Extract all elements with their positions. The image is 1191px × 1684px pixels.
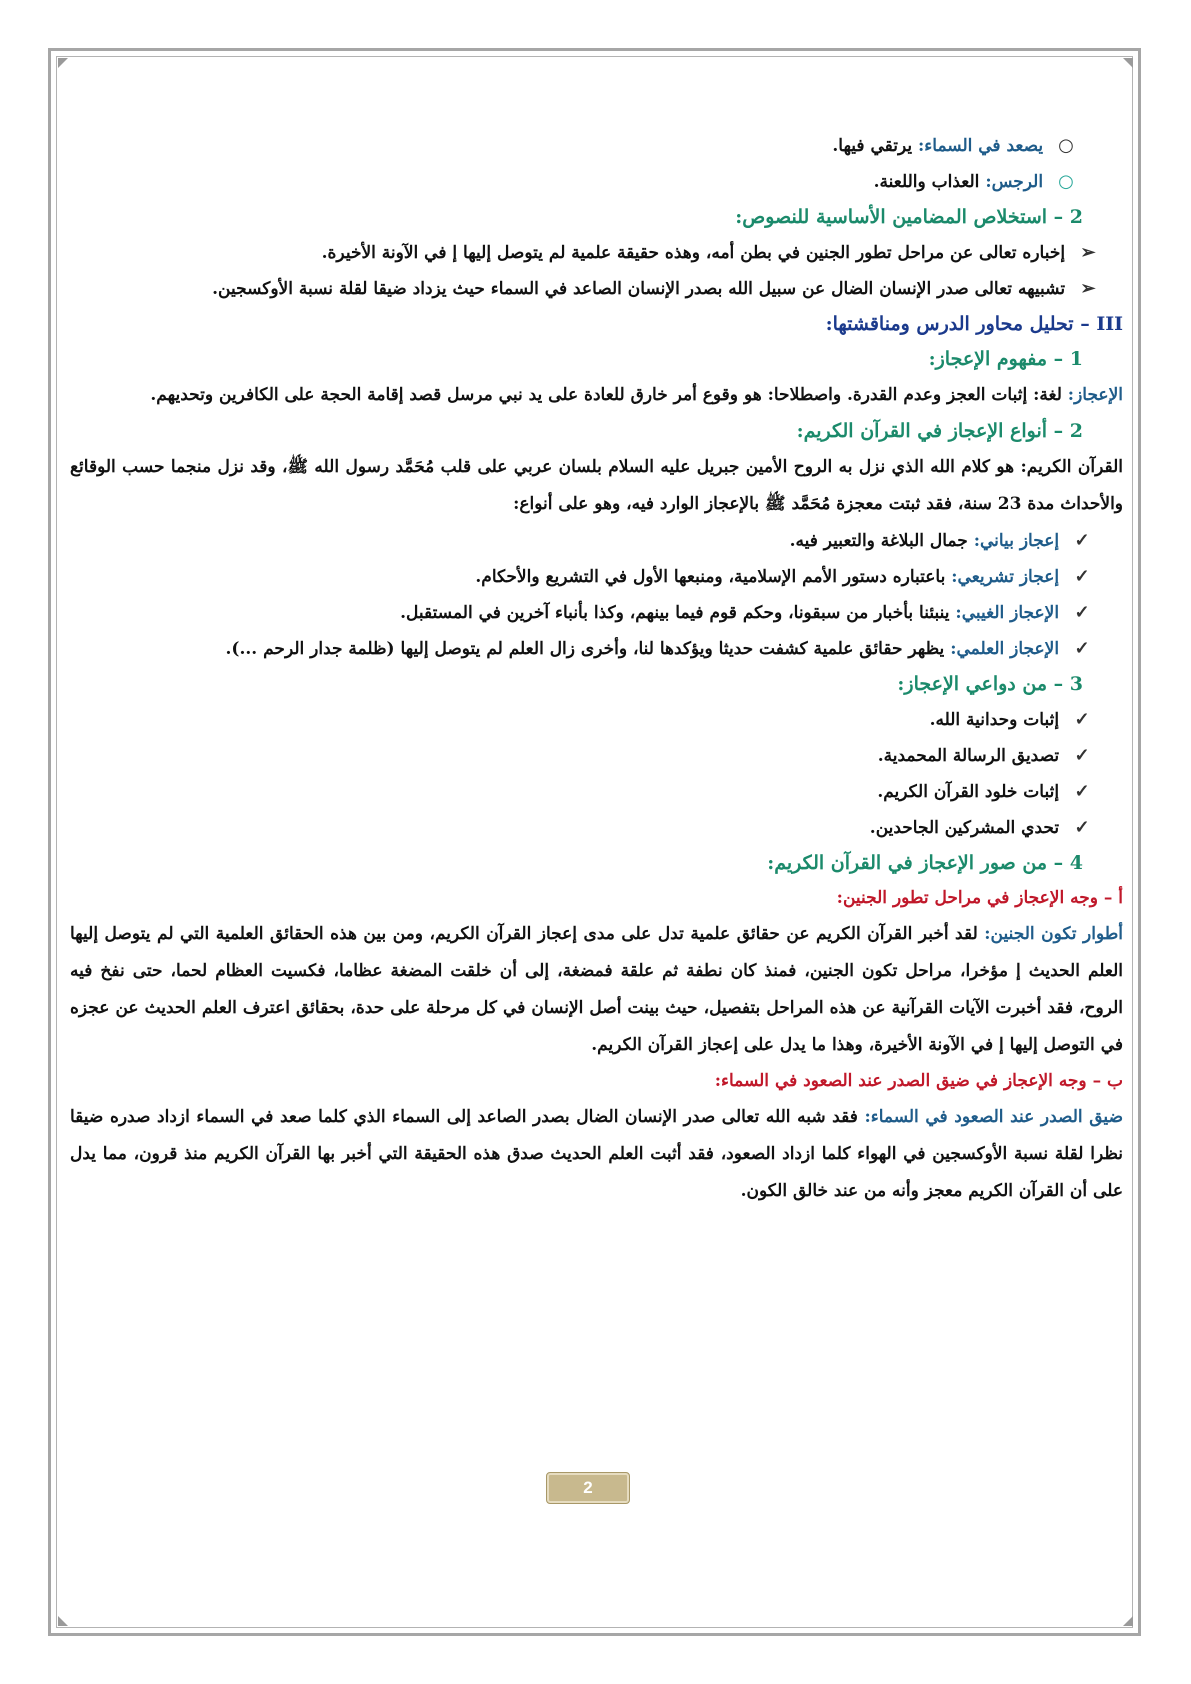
arrow-bullet-icon: ➢ (1080, 278, 1096, 299)
corner-ornament (1123, 1616, 1133, 1626)
list-item-text: تحدي المشركين الجاحدين. (869, 818, 1060, 838)
vocab-item (70, 164, 1123, 200)
list-item-text: إثبات خلود القرآن الكريم. (877, 782, 1060, 802)
list-item (70, 774, 1123, 810)
list-item (70, 702, 1123, 738)
subsection-heading: أ – وجه الإعجاز في مراحل تطور الجنين: (836, 888, 1123, 908)
vocab-term: الرجس: (985, 172, 1044, 192)
checkmark-icon: ✓ (1074, 566, 1090, 587)
subsection-heading: 1 – مفهوم الإعجاز: (928, 348, 1083, 370)
list-item-text: تصديق الرسالة المحمدية. (877, 746, 1060, 766)
list-item (70, 810, 1123, 846)
checkmark-icon: ✓ (1074, 530, 1090, 551)
subsection-heading: ب – وجه الإعجاز في ضيق الصدر عند الصعود في السماء: (714, 1071, 1123, 1091)
document-body (70, 128, 1123, 1210)
paragraph: القرآن الكريم: هو كلام الله الذي نزل به الروح الأمين جبريل عليه السلام بلسان عربي على قلب مُحَمَّد رسول الله ﷺ، وقد نزل منجما حسب الوقائع والأحداث مدة 23 سنة، فقد ثبتت معجزة مُحَمَّد ﷺ بالإعجاز الوارد فيه، وهو على أنواع: (70, 457, 1123, 514)
subsection-heading: 2 – أنواع الإعجاز في القرآن الكريم: (796, 420, 1083, 442)
corner-ornament (58, 58, 68, 68)
list-item-text: باعتباره دستور الأمم الإسلامية، ومنبعها الأول في التشريع والأحكام. (475, 567, 946, 587)
list-item (70, 631, 1123, 667)
paragraph-term: أطوار تكون الجنين: (984, 924, 1124, 944)
list-item (70, 595, 1123, 631)
circle-bullet-icon: ○ (1058, 171, 1074, 192)
paragraph-text: لقد أخبر القرآن الكريم عن حقائق علمية تدل على مدى إعجاز القرآن الكريم، ومن بين هذه الحقائق العلمية التي لم يتوصل إليها العلم الحديث إ مؤخرا، مراحل تكون الجنين، فمنذ كان نطفة ثم علقة فمضغة، إلى أن خلقت المضغة عظاما، فكسيت العظام لحما، حتى نفخ فيه الروح، فقد أخبرت الآيات القرآنية عن هذه المراحل بتفصيل، حيث بينت أصل الإنسان في كل مرحلة على حدة، بحقائق اعترف العلم الحديث عن عجزه في التوصل إليها إ في الآونة الأخيرة، وهذا ما يدل على إعجاز القرآن الكريم. (70, 924, 1123, 1055)
section-heading: 2 – استخلاص المضامين الأساسية للنصوص: (735, 206, 1083, 228)
list-item-text: تشبيهه تعالى صدر الإنسان الضال عن سبيل الله بصدر الإنسان الصاعد في السماء حيث يزداد ضيقا لقلة نسبة الأوكسجين. (212, 279, 1066, 299)
checkmark-icon: ✓ (1074, 745, 1090, 766)
list-item (70, 523, 1123, 559)
checkmark-icon: ✓ (1074, 638, 1090, 659)
paragraph (70, 377, 1123, 414)
paragraph (70, 1099, 1123, 1210)
list-item-term: الإعجاز الغيبي: (955, 603, 1060, 623)
list-item-text: ينبئنا بأخبار من سبقونا، وحكم قوم فيما بينهم، وكذا بأنباء آخرين في المستقبل. (400, 603, 950, 623)
corner-ornament (1123, 58, 1133, 68)
paragraph (70, 916, 1123, 1064)
subsection-heading: 3 – من دواعي الإعجاز: (897, 673, 1083, 695)
vocab-definition: العذاب واللعنة. (873, 172, 980, 192)
list-item (70, 271, 1123, 307)
list-item-term: إعجاز بياني: (973, 531, 1060, 551)
paragraph-term: ضيق الصدر عند الصعود في السماء: (864, 1107, 1123, 1127)
list-item-text: إثبات وحدانية الله. (929, 710, 1060, 730)
checkmark-icon: ✓ (1074, 709, 1090, 730)
corner-ornament (58, 1616, 68, 1626)
list-item (70, 235, 1123, 271)
list-item (70, 559, 1123, 595)
checkmark-icon: ✓ (1074, 817, 1090, 838)
checkmark-icon: ✓ (1074, 602, 1090, 623)
vocab-term: يصعد في السماء: (918, 136, 1044, 156)
vocab-item (70, 128, 1123, 164)
arrow-bullet-icon: ➢ (1080, 242, 1096, 263)
section-heading: III – تحليل محاور الدرس ومناقشتها: (825, 313, 1123, 335)
vocab-definition: يرتقي فيها. (832, 136, 913, 156)
list-item-text: جمال البلاغة والتعبير فيه. (789, 531, 968, 551)
paragraph-text: فقد شبه الله تعالى صدر الإنسان الضال بصدر الصاعد إلى السماء الذي كلما صعد في السماء ازداد صدره ضيقا نظرا لقلة نسبة الأوكسجين في الهواء كلما ازداد الصعود، فقد أثبت العلم الحديث صدق هذه الحقيقة التي أخبر بها القرآن الكريم منذ قرون، مما يدل على أن القرآن الكريم معجز وأنه من عند خالق الكون. (70, 1107, 1123, 1201)
circle-bullet-icon: ○ (1058, 135, 1074, 156)
paragraph-term: الإعجاز: (1067, 385, 1123, 405)
subsection-heading: 4 – من صور الإعجاز في القرآن الكريم: (767, 852, 1083, 874)
list-item-text: يظهر حقائق علمية كشفت حديثا ويؤكدها لنا، وأخرى زال العلم لم يتوصل إليها (ظلمة جدار الرحم ...). (225, 639, 945, 659)
page-number: 2 (546, 1472, 630, 1504)
paragraph-text: لغة: إثبات العجز وعدم القدرة. واصطلاحا: هو وقوع أمر خارق للعادة على يد نبي مرسل قصد إقامة الحجة على الكافرين وتحديهم. (150, 385, 1062, 405)
list-item-term: الإعجاز العلمي: (950, 639, 1060, 659)
list-item (70, 738, 1123, 774)
checkmark-icon: ✓ (1074, 781, 1090, 802)
list-item-term: إعجاز تشريعي: (951, 567, 1060, 587)
list-item-text: إخباره تعالى عن مراحل تطور الجنين في بطن أمه، وهذه حقيقة علمية لم يتوصل إليها إ في الآونة الأخيرة. (321, 243, 1066, 263)
